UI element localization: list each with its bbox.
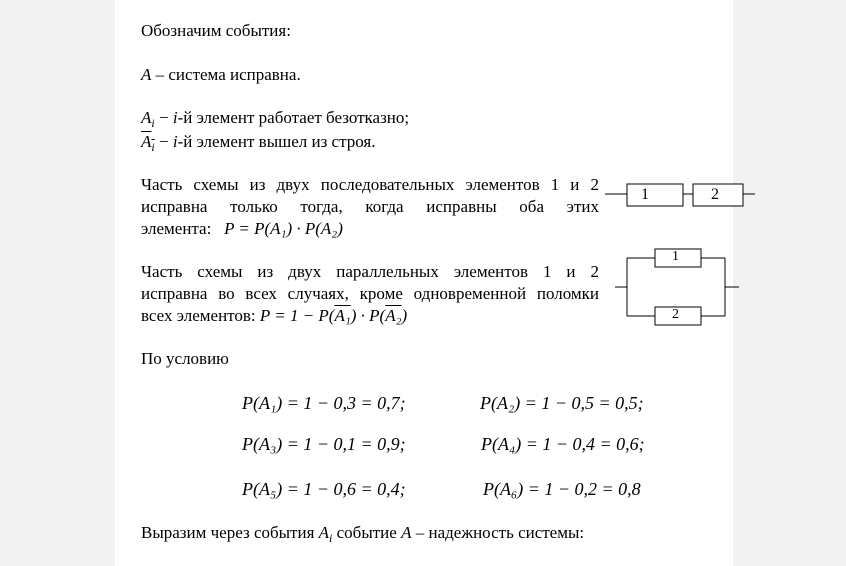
prob-eq-1-right: P(A₂) = 1 − 0,5 = 0,5; <box>480 393 644 413</box>
parallel-line-2: исправна во всех случаях, кроме одновременной поломки <box>141 284 599 303</box>
prob-eq-2-right: P(A₄) = 1 − 0,4 = 0,6; <box>481 434 645 454</box>
event-a-text: – система исправна. <box>151 65 301 84</box>
series-diagram <box>605 180 765 210</box>
event-a-symbol: A <box>141 65 152 84</box>
prob-eq-1-left: P(A₁) = 1 − 0,3 = 0,7; <box>242 393 406 413</box>
event-ai-subscript: i <box>151 116 155 130</box>
event-ai-var: i <box>172 108 178 127</box>
event-ai-bar-var: i <box>172 132 178 151</box>
event-ai-bar-text: -й элемент вышел из строя. <box>177 132 376 151</box>
event-ai-definition <box>141 107 409 129</box>
series-formula: P = P(A₁) · P(A₂) <box>224 219 343 238</box>
series-line-2: исправна только тогда, когда исправны оба этих <box>141 197 599 216</box>
condition-text: По условию <box>141 349 229 368</box>
series-line-3 <box>141 218 343 240</box>
parallel-line-3 <box>141 305 407 327</box>
event-ai-bar-definition <box>141 131 375 153</box>
event-ai-symbol: A <box>141 108 152 127</box>
parallel-box-1-label: 1 <box>672 249 679 264</box>
express-line: Выразим через события $A_i$ событие A – надежность системы: <box>141 523 585 545</box>
series-box-1-label: 1 <box>641 186 649 203</box>
event-ai-dash: − <box>154 108 173 127</box>
series-box-2-label: 2 <box>711 186 719 203</box>
left-margin <box>0 0 115 566</box>
parallel-box-2-label: 2 <box>672 307 679 322</box>
event-ai-bar-dash: − <box>154 132 173 151</box>
intro-text: Обозначим события: <box>141 21 291 40</box>
event-ai-text: -й элемент работает безотказно; <box>177 108 410 127</box>
parallel-line-1: Часть схемы из двух параллельных элементов 1 и 2 <box>141 262 599 281</box>
prob-eq-3-right: P(A₆) = 1 − 0,2 = 0,8 <box>483 479 641 499</box>
event-a-definition <box>141 64 301 86</box>
parallel-line-3-prefix: всех элементов: <box>141 306 256 325</box>
parallel-formula: P = 1 − P(A₁) · P(A₂) <box>259 306 408 325</box>
event-ai-bar-symbol: $A_i$ <box>141 132 155 154</box>
prob-eq-2-left: P(A₃) = 1 − 0,1 = 0,9; <box>242 434 406 454</box>
series-line-3-prefix: элемента: <box>141 219 212 238</box>
prob-eq-3-left: P(A₅) = 1 − 0,6 = 0,4; <box>242 479 406 499</box>
series-line-1: Часть схемы из двух последовательных элементов 1 и 2 <box>141 175 599 194</box>
parallel-diagram <box>615 245 750 330</box>
